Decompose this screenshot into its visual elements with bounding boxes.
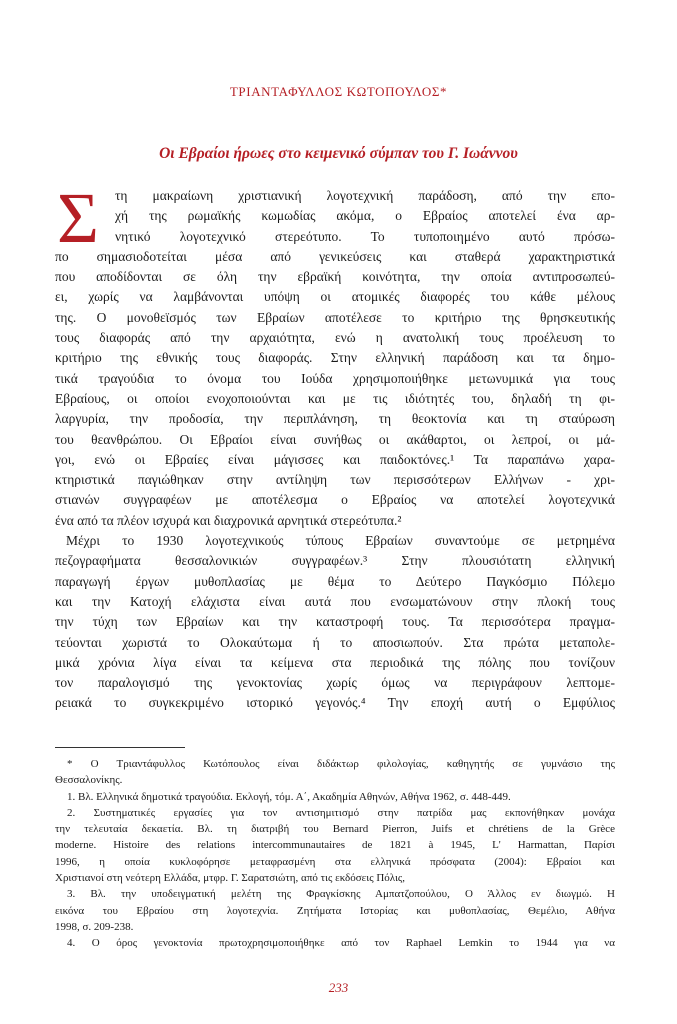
author-name: ΤΡΙΑΝΤΑΦΥΛΛΟΣ ΚΩΤΟΠΟΥΛΟΣ* [229,84,448,99]
body-line: Εβραίους, οι οποίοι ενοχοποιούνται και με τις ιδιότητές του, δηλαδή τη φι- [55,390,615,406]
footnote-line: 1996, η οποία κυκλοφόρησε μεταφρασμένη στα ελληνικά πρόσφατα (2004): Εβραίοι και [55,855,615,868]
body-line: κτηριστικά παγιώθηκαν στην αντίληψη των περισσότερων Ελλήνων - χρι- [55,472,615,488]
body-line: γοι, ενώ οι Εβραίες είναι μάγισσες και παιδοκτόνες.¹ Τα παραπάνω χαρα- [55,451,615,467]
body-line: τικά τραγούδια το όνομα του Ιούδα χρησιμοποιήθηκε μετωνυμικά για τους [55,370,615,386]
body-line: νητικό λογοτεχνικό στερεότυπο. Το τυποποιημένο αυτό πρόσω- [115,228,615,244]
body-line: τεύονται χωριστά το Ολοκαύτωμα ή το αποσιωπούν. Στα πρώτα μεταπολε- [55,634,615,650]
body-line: της. Ο μονοθεϊσμός των Εβραίων αποτέλεσε το κριτήριο της θρησκευτικής [55,309,615,325]
drop-cap: Σ [57,178,99,258]
footnote-line: την τελευταία δεκαετία. Βλ. τη διατριβή του Bernard Pierron, Juifs et chrétiens de la Grèce [55,823,615,836]
body-line: παραγωγή έργων μυθοπλασίας με θέμα το Δεύτερο Παγκόσμιο Πόλεμο [55,573,615,589]
footnote-line: 2. Συστηματικές εργασίες για τον αντισημιτισμό στην πατρίδα μας εκπονήθηκαν μονάχα [67,806,615,819]
page-number: 233 [328,980,349,995]
body-line: κριτήριο της εθνικής τους διαφοράς. Στην ελληνική παράδοση και τα δημο- [55,350,615,366]
footnote-line: 4. Ο όρος γενοκτονία πρωτοχρησιμοποιήθηκε από τον Raphael Lemkin το 1944 για να [67,937,615,950]
body-line: του θεανθρώπου. Οι Εβραίοι είναι συνήθως οι ακάθαρτοι, οι λεπροί, οι μά- [55,431,615,447]
body-line: και την Κατοχή ελάχιστα είναι αυτά που ενσωματώνουν στην πλοκή τους [55,593,615,609]
body-line: την τύχη των Εβραίων και την καταστροφή τους. Τα περισσότερα πραγμα- [55,614,615,630]
body-line: ει, χωρίς να λαμβάνονται υπόψη οι ατομικές διαφορές του κάθε μέλους [55,289,615,305]
body-line: Μέχρι το 1930 λογοτεχνικούς τύπους Εβραίων συναντούμε σε μετρημένα [66,533,615,549]
body-line: ένα από τα πλέον ισχυρά και διαχρονικά αρνητικά στερεότυπα.² [55,512,402,528]
chapter-title: Οι Εβραίοι ήρωες στο κειμενικό σύμπαν του Γ. Ιωάννου [159,145,518,162]
body-line: λαργυρία, την προδοσία, την περιπλάνηση, τη θεοκτονία και τη σταύρωση [55,411,615,427]
body-line: τη μακραίωνη χριστιανική λογοτεχνική παράδοση, από την επο- [115,188,615,203]
body-line: ρειακά το συγκεκριμένο ιστορικό γεγονός.⁴ Την εποχή αυτή ο Εμφύλιος [55,695,615,711]
footnote-line: εικόνα του Εβραίου στη λογοτεχνία. Ζητήματα Ιστορίας και μυθοπλασίας, Θεμέλιο, Αθήνα [55,904,615,917]
footnotes [55,756,615,952]
footnote-separator [55,747,185,748]
footnote-line: moderne. Histoire des relations intercommunautaires de 1821 à 1945, L' Harmattan, Παρίσι [55,839,615,852]
footnote-line: Θεσσαλονίκης. [55,774,123,787]
body-line: μικά χρόνια λίγα είναι τα κείμενα στα περιοδικά της πόλης που τονίζουν [55,654,615,670]
body-text [55,186,615,714]
body-line: χή της ρωμαϊκής κωμωδίας ακόμα, ο Εβραίος αποτελεί ένα αρ- [115,208,615,224]
body-line: τον παραλογισμό της γενοκτονίας χωρίς όμως να περιγράφουν λεπτομε- [55,675,615,691]
footnote-line: * Ο Τριαντάφυλλος Κωτόπουλος είναι διδάκτωρ φιλολογίας, καθηγητής σε γυμνάσιο της [67,758,615,770]
footnote-line: 1. Βλ. Ελληνικά δημοτικά τραγούδια. Εκλογή, τόμ. Α΄, Ακαδημία Αθηνών, Αθήνα 1962, σ. 448-449. [67,790,511,803]
body-line: τους διαφοράς από την αρχαιότητα, ενώ η ανατολική τους προέλευση το [55,330,615,346]
body-line: πεζογραφήματα θεσσαλονικιών συγγραφέων.³ Στην πλουσιότατη ελληνική [55,553,615,569]
footnote-line: 1998, σ. 209-238. [55,920,134,933]
footnote-line: 3. Βλ. την υποδειγματική μελέτη της Φραγκίσκης Αμπατζοπούλου, Ο Άλλος εν διωγμώ. Η [67,888,615,901]
body-line: πο σημασιοδοτείται μέσα από γενικεύσεις και σταθερά χαρακτηριστικά [55,248,615,264]
footnote-line: Χριστιανοί στη νεότερη Ελλάδα, μτφρ. Γ. Σαρατσιώτη, από τις εκδόσεις Πόλις, [55,872,406,885]
body-line: στιανών συγγραφέων με αποτέλεσμα ο Εβραίος να αποτελεί λογοτεχνικά [55,492,615,508]
body-line: που αποδίδονται σε όλη την εβραϊκή κοινότητα, την οποία αντιπροσωπεύ- [55,269,615,285]
